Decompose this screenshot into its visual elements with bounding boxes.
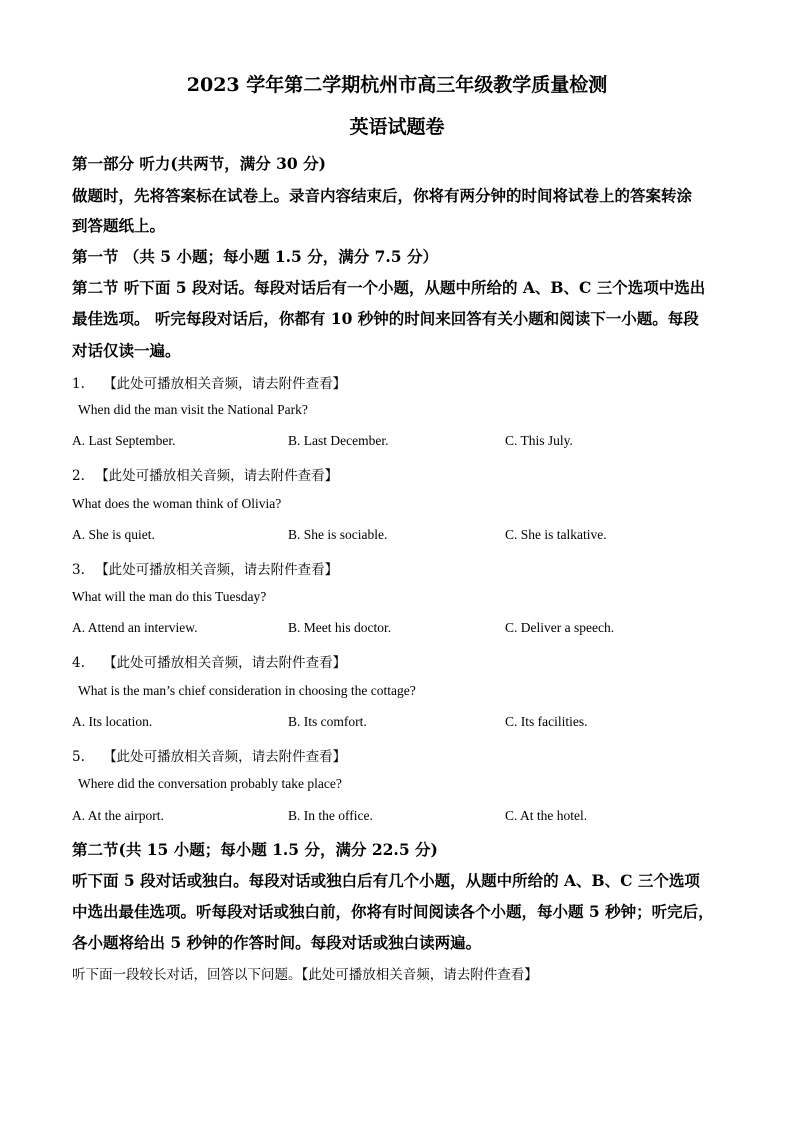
- question-1-option-a: A. Last September.: [72, 433, 176, 448]
- exam-title: 2023 学年第二学期杭州市高三年级教学质量检测: [186, 74, 608, 96]
- question-2-header: [72, 464, 338, 484]
- part1-heading: 第一部分 听力(共两节，满分 30 分): [72, 154, 326, 173]
- question-5-option-b: B. In the office.: [288, 808, 373, 823]
- question-5-header: [72, 745, 346, 765]
- question-4-option-b: B. Its comfort.: [288, 714, 367, 729]
- instructions-line-1: 做题时，先将答案标在试卷上。录音内容结束后，你将有两分钟的时间将试卷上的答案转涂: [72, 186, 693, 205]
- question-3-header: [72, 558, 338, 578]
- section1-line-1: 第二节 听下面 5 段对话。每段对话后有一个小题，从题中所给的 A、B、C 三个选项中选出: [72, 278, 706, 297]
- question-1-text: When did the man visit the National Park?: [78, 402, 308, 417]
- question-2-text: What does the woman think of Olivia?: [72, 496, 282, 511]
- section1-line-2: 最佳选项。 听完每段对话后，你都有 10 秒钟的时间来回答有关小题和阅读下一小题。每段: [72, 309, 699, 328]
- question-2-option-c: C. She is talkative.: [505, 527, 607, 542]
- question-3-text: What will the man do this Tuesday?: [72, 589, 267, 604]
- question-5-option-a: A. At the airport.: [72, 808, 164, 823]
- audio-tag[interactable]: 【此处可播放相关音频，请去附件查看】: [103, 655, 347, 671]
- question-1-header: [72, 372, 346, 392]
- question-1-option-c: C. This July.: [505, 433, 573, 448]
- question-4-header: [72, 651, 346, 671]
- question-4-option-c: C. Its facilities.: [505, 714, 588, 729]
- question-4-text: What is the man’s chief consideration in choosing the cottage?: [78, 683, 416, 698]
- question-5-option-c: C. At the hotel.: [505, 808, 588, 823]
- section2-note: 听下面一段较长对话，回答以下问题。【此处可播放相关音频，请去附件查看】: [72, 967, 538, 983]
- exam-subtitle: 英语试题卷: [349, 116, 445, 138]
- question-3-option-a: A. Attend an interview.: [72, 620, 198, 635]
- question-number: 5.: [72, 749, 85, 765]
- question-3-option-b: B. Meet his doctor.: [288, 620, 392, 635]
- question-2-option-a: A. She is quiet.: [72, 527, 155, 542]
- question-number: 3.: [72, 562, 85, 578]
- audio-tag[interactable]: 【此处可播放相关音频，请去附件查看】: [95, 468, 339, 484]
- audio-tag[interactable]: 【此处可播放相关音频，请去附件查看】: [103, 749, 347, 765]
- question-number: 2.: [72, 468, 85, 484]
- section1-line-3: 对话仅读一遍。: [72, 341, 181, 360]
- question-5-text: Where did the conversation probably take place?: [78, 776, 342, 791]
- question-number: 4.: [72, 655, 85, 671]
- section2-line-2: 中选出最佳选项。听每段对话或独白前，你将有时间阅读各个小题，每小题 5 秒钟；听完后，: [72, 902, 714, 921]
- audio-tag[interactable]: 【此处可播放相关音频，请去附件查看】: [95, 562, 339, 578]
- section2-heading: 第二节(共 15 小题；每小题 1.5 分，满分 22.5 分): [72, 840, 438, 859]
- question-4-option-a: A. Its location.: [72, 714, 153, 729]
- section1-heading: 第一节 （共 5 小题；每小题 1.5 分，满分 7.5 分）: [72, 247, 438, 266]
- section2-line-3: 各小题将给出 5 秒钟的作答时间。每段对话或独白读两遍。: [72, 933, 482, 952]
- question-2-option-b: B. She is sociable.: [288, 527, 388, 542]
- instructions-line-2: 到答题纸上。: [72, 216, 166, 235]
- question-number: 1.: [72, 376, 85, 392]
- question-3-option-c: C. Deliver a speech.: [505, 620, 615, 635]
- question-1-option-b: B. Last December.: [288, 433, 389, 448]
- section2-line-1: 听下面 5 段对话或独白。每段对话或独白后有几个小题，从题中所给的 A、B、C 三个选项: [72, 871, 700, 890]
- audio-tag[interactable]: 【此处可播放相关音频，请去附件查看】: [103, 376, 347, 392]
